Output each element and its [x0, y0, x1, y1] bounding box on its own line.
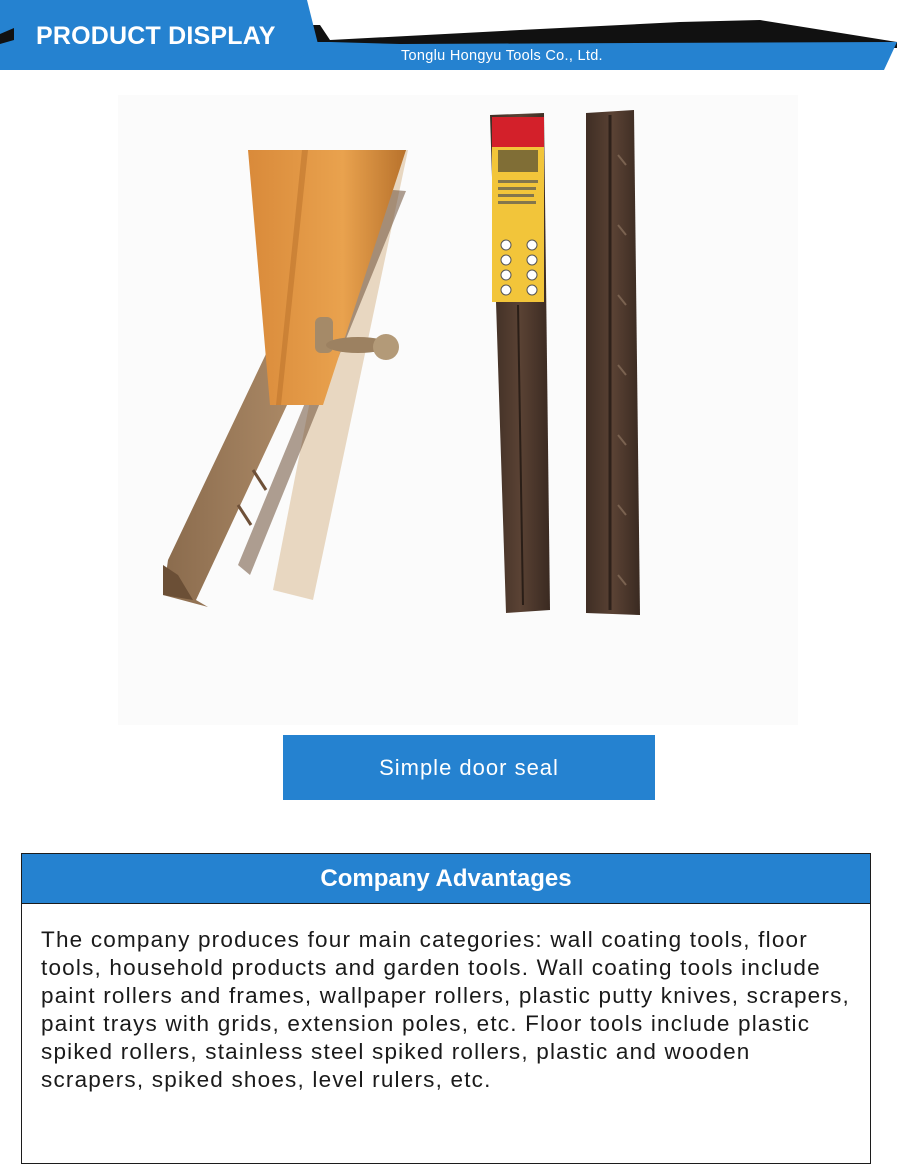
product-caption: Simple door seal: [379, 754, 559, 780]
company-advantages-text: The company produces four main categories: wall coating tools, floor tools, household products and garden tools. Wall coating tools include paint rollers and frames, wallpaper rollers, plastic putty knives, scrapers, paint trays with grids, extension poles, etc. Floor tools include plastic spiked rollers, stainless steel spiked rollers, plastic and wooden scrapers, spiked shoes, level rulers, etc.: [41, 927, 850, 1092]
door-seal-photo: [118, 95, 798, 725]
company-advantages-header: [22, 854, 870, 904]
header-banner: [0, 0, 897, 72]
product-caption-box: [283, 735, 655, 800]
page-title: PRODUCT DISPLAY: [36, 22, 276, 50]
company-advantages-title: Company Advantages: [320, 864, 572, 892]
company-advantages-panel: [21, 853, 871, 1164]
door-seal-illustration: [118, 95, 798, 725]
company-name: Tonglu Hongyu Tools Co., Ltd.: [401, 48, 603, 64]
